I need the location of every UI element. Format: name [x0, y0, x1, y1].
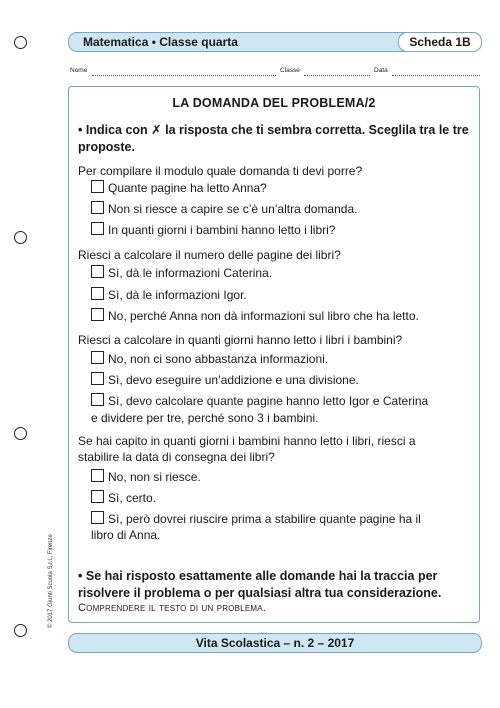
- bullet: •: [78, 123, 83, 137]
- option-2b[interactable]: Sì, dà le informazioni Igor.: [91, 287, 471, 304]
- question-4-line2: stabilire la data di consegna dei libri?: [78, 450, 275, 464]
- option-2c[interactable]: No, perché Anna non dà informazioni sul libro che ha letto.: [91, 308, 471, 325]
- instruction-text: Indica con ✗ la risposta che ti sembra corretta. Sceglila tra le tre proposte.: [78, 123, 469, 154]
- option-1b[interactable]: Non si riesce a capire se c’è un’altra domanda.: [91, 201, 471, 218]
- checkbox[interactable]: [91, 393, 104, 406]
- question-3: Riesci a calcolare in quanti giorni hanno letto i libri i bambini?: [78, 333, 403, 347]
- checkbox[interactable]: [91, 222, 104, 235]
- student-info-line: [68, 67, 480, 77]
- checkbox[interactable]: [91, 469, 104, 482]
- checkbox[interactable]: [91, 308, 104, 321]
- checkbox[interactable]: [91, 490, 104, 503]
- option-4b[interactable]: Sì, certo.: [91, 490, 471, 507]
- checkbox[interactable]: [91, 180, 104, 193]
- copyright-note: © 2017 Giunti Scuola S.r.l., Firenze: [48, 534, 54, 628]
- worksheet-title: LA DOMANDA DEL PROBLEMA/2: [172, 96, 376, 110]
- binder-hole-1: [14, 36, 27, 49]
- option-4c-continuation: libro di Anna.: [91, 528, 161, 542]
- option-1c[interactable]: In quanti giorni i bambini hanno letto i libri?: [91, 222, 471, 239]
- option-3b[interactable]: Sì, devo eseguire un’addizione e una divisione.: [91, 372, 471, 389]
- nome-field[interactable]: [92, 75, 276, 76]
- binder-hole-3: [14, 427, 27, 440]
- checkbox[interactable]: [91, 287, 104, 300]
- learning-objective: Comprendere il testo di un problema.: [78, 602, 267, 614]
- option-2a[interactable]: Sì, dà le informazioni Caterina.: [91, 265, 471, 282]
- option-4c[interactable]: Sì, però dovrei riuscire prima a stabilire quante pagine ha il: [91, 511, 471, 528]
- option-3a[interactable]: No, non ci sono abbastanza informazioni.: [91, 351, 471, 368]
- checkbox[interactable]: [91, 265, 104, 278]
- binder-hole-2: [14, 231, 27, 244]
- closing-note: [78, 568, 470, 602]
- data-field[interactable]: [392, 75, 480, 76]
- question-2: Riesci a calcolare il numero delle pagine dei libri?: [78, 248, 341, 262]
- closing-text: Se hai risposto esattamente alle domande hai la traccia per risolvere il problema o per qualsiasi altra tua considerazione.: [78, 569, 442, 600]
- data-label: Data: [374, 67, 388, 74]
- checkbox[interactable]: [91, 511, 104, 524]
- classe-label: Classe: [280, 67, 300, 74]
- option-3c-continuation: e dividere per tre, perché sono 3 i bambini.: [91, 411, 319, 425]
- option-3c[interactable]: Sì, devo calcolare quante pagine hanno letto Igor e Caterina: [91, 393, 471, 410]
- footer-bar: Vita Scolastica – n. 2 – 2017: [68, 633, 482, 653]
- classe-field[interactable]: [304, 75, 370, 76]
- question-1: Per compilare il modulo quale domanda ti devi porre?: [78, 164, 363, 178]
- checkbox[interactable]: [91, 201, 104, 214]
- checkbox[interactable]: [91, 351, 104, 364]
- option-4a[interactable]: No, non si riesce.: [91, 469, 471, 486]
- question-4-line1: Se hai capito in quanti giorni i bambini hanno letto i libri, riesci a: [78, 434, 416, 448]
- sheet-tab: Scheda 1B: [398, 32, 482, 52]
- subject-title: Matematica • Classe quarta: [83, 35, 238, 49]
- header-bar: [68, 32, 482, 52]
- checkbox[interactable]: [91, 372, 104, 385]
- binder-hole-4: [14, 624, 27, 637]
- option-1a[interactable]: Quante pagine ha letto Anna?: [91, 180, 471, 197]
- bullet: •: [78, 569, 83, 583]
- nome-label: Nome: [70, 67, 88, 74]
- instruction: [78, 122, 470, 156]
